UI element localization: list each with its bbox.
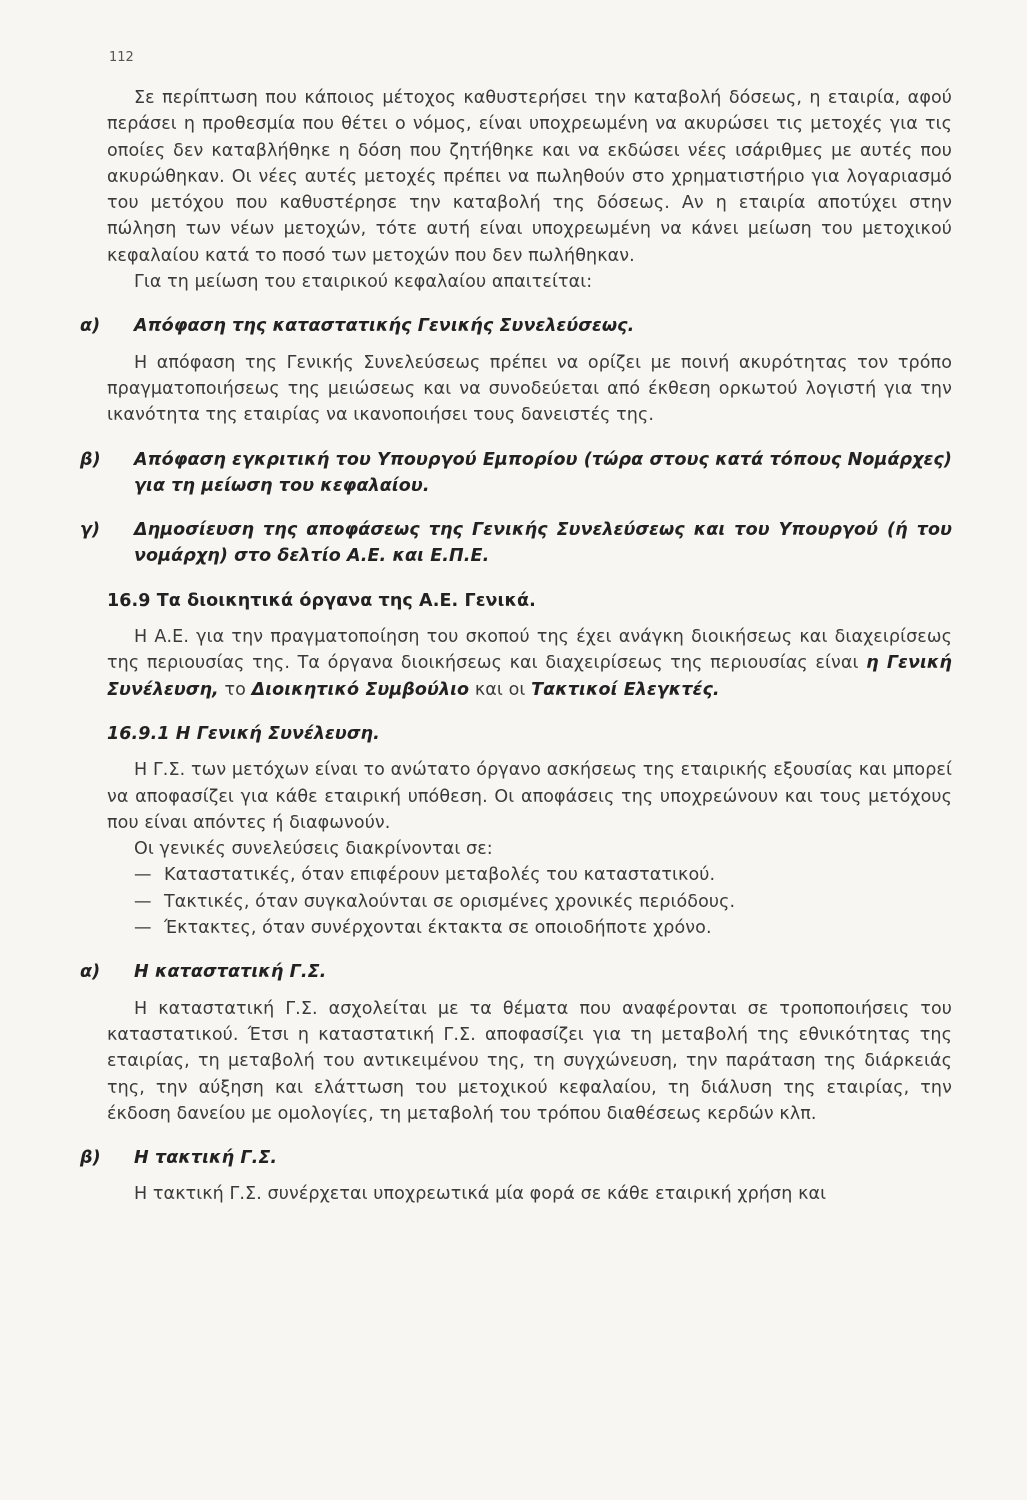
paragraph-administrative-organs xyxy=(107,624,952,703)
heading-letter: β) xyxy=(80,449,101,470)
paragraph-general-assembly: Η Γ.Σ. των μετόχων είναι το ανώτατο όργανο ασκήσεως της εταιρικής εξουσίας και μπορεί να αποφασίζει για κάθε εταιρική υπόθεση. Οι αποφάσεις της υποχρεώνουν και τους μετόχους που είναι απόντες ή διαφωνούν. xyxy=(107,760,952,833)
list-item-text: Τακτικές, όταν συγκαλούνται σε ορισμένες χρονικές περιόδους. xyxy=(164,891,736,912)
term-general-assembly: η Γενική Συνέλευση, xyxy=(107,653,952,700)
paragraph-assembly-types-intro: Οι γενικές συνελεύσεις διακρίνονται σε: xyxy=(134,839,493,860)
list-item xyxy=(134,862,952,888)
paragraph-capital-reduction-intro: Για τη μείωση του εταιρικού κεφαλαίου απαιτείται: xyxy=(134,272,593,293)
dash-bullet: — xyxy=(134,865,152,886)
heading-letter: α) xyxy=(80,962,101,983)
dash-bullet: — xyxy=(134,918,152,939)
heading-text: Η καταστατική Γ.Σ. xyxy=(134,962,327,983)
list-item-text: Καταστατικές, όταν επιφέρουν μεταβολές του καταστατικού. xyxy=(164,865,716,886)
term-board-of-directors: Διοικητικό Συμβούλιο xyxy=(251,679,470,700)
paragraph-share-default: Σε περίπτωση που κάποιος μέτοχος καθυστερήσει την καταβολή δόσεως, η εταιρία, αφού περάσει η προθεσμία που θέτει ο νόμος, είναι υποχρεωμένη να ακυρώσει τις μετοχές για τις οποίες δεν καταβλήθηκε η δόση που ζητήθηκε και να εκδώσει νέες ισάριθμες με αυτές που ακυρώθηκαν. Οι νέες αυτές μετοχές πρέπει να πωληθούν στο χρηματιστήριο για λογαριασμό του μετόχου που καθυστέρησε την καταβολή της δόσεως. Αν η εταιρία αποτύχει στην πώληση των νέων μετοχών, τότε αυτή είναι υποχρεωμένη να κάνει μείωση του μετοχικού κεφαλαίου κατά το ποσό των μετοχών που δεν πωλήθηκαν. xyxy=(107,88,952,266)
heading-ordinary-assembly xyxy=(80,1145,952,1171)
heading-letter: α) xyxy=(80,316,101,337)
text-run: το xyxy=(218,679,252,700)
term-regular-auditors: Τακτικοί Ελεγκτές. xyxy=(531,679,720,700)
heading-text: Η τακτική Γ.Σ. xyxy=(134,1148,278,1169)
dash-bullet: — xyxy=(134,891,152,912)
heading-c-publication xyxy=(80,517,952,570)
subsection-heading: 16.9.1 Η Γενική Συνέλευση. xyxy=(107,723,380,744)
page-content xyxy=(80,85,952,1208)
heading-text: Απόφαση της καταστατικής Γενικής Συνελεύσεως. xyxy=(134,316,635,337)
heading-a-decision xyxy=(80,313,952,339)
heading-letter: γ) xyxy=(80,520,101,541)
heading-text: Δημοσίευση της αποφάσεως της Γενικής Συνελεύσεως και του Υπουργού (ή του νομάρχη) στο δελτίο Α.Ε. και Ε.Π.Ε. xyxy=(134,520,952,567)
heading-text: Απόφαση εγκριτική του Υπουργού Εμπορίου (τώρα στους κατά τόπους Νομάρχες) για τη μείωση του κεφαλαίου. xyxy=(134,449,952,496)
paragraph-statutory-assembly: Η καταστατική Γ.Σ. ασχολείται με τα θέματα που αναφέρονται σε τροποποιήσεις του καταστατικού. Έτσι η καταστατική Γ.Σ. αποφασίζει για τη μεταβολή της εθνικότητας της εταιρίας, τη μεταβολή του αντικειμένου της, τη συγχώνευση, την παράταση της διάρκειάς της, την αύξηση και ελάττωση του μετοχικού κεφαλαίου, τη διάλυση της εταιρίας, την έκδοση δανείου με ομολογίες, τη μεταβολή του τρόπου διαθέσεως κερδών κλπ. xyxy=(107,998,952,1124)
heading-letter: β) xyxy=(80,1148,101,1169)
heading-statutory-assembly xyxy=(80,959,952,985)
page-number: 112 xyxy=(109,50,134,65)
text-run: Η Α.Ε. για την πραγματοποίηση του σκοπού της έχει ανάγκη διοικήσεως και διαχειρίσεως της περιουσίας της. Τα όργανα διοικήσεως και διαχειρίσεως της περιουσίας είναι xyxy=(107,627,952,674)
list-item xyxy=(134,889,952,915)
section-heading: 16.9 Τα διοικητικά όργανα της Α.Ε. Γενικά. xyxy=(107,590,536,611)
list-item-text: Έκτακτες, όταν συνέρχονται έκτακτα σε οποιοδήποτε χρόνο. xyxy=(164,918,712,939)
paragraph-ordinary-assembly: Η τακτική Γ.Σ. συνέρχεται υποχρεωτικά μία φορά σε κάθε εταιρική χρήση και xyxy=(134,1184,827,1205)
text-run: και οι xyxy=(469,679,532,700)
heading-b-ministry-approval xyxy=(80,447,952,500)
paragraph-decision-details: Η απόφαση της Γενικής Συνελεύσεως πρέπει να ορίζει με ποινή ακυρότητας τον τρόπο πραγματοποιήσεως της μειώσεως και να συνοδεύεται από έκθεση ορκωτού λογιστή για την ικανότητα της εταιρίας να ικανοποιήσει τους δανειστές της. xyxy=(107,352,952,426)
list-item xyxy=(134,915,952,941)
